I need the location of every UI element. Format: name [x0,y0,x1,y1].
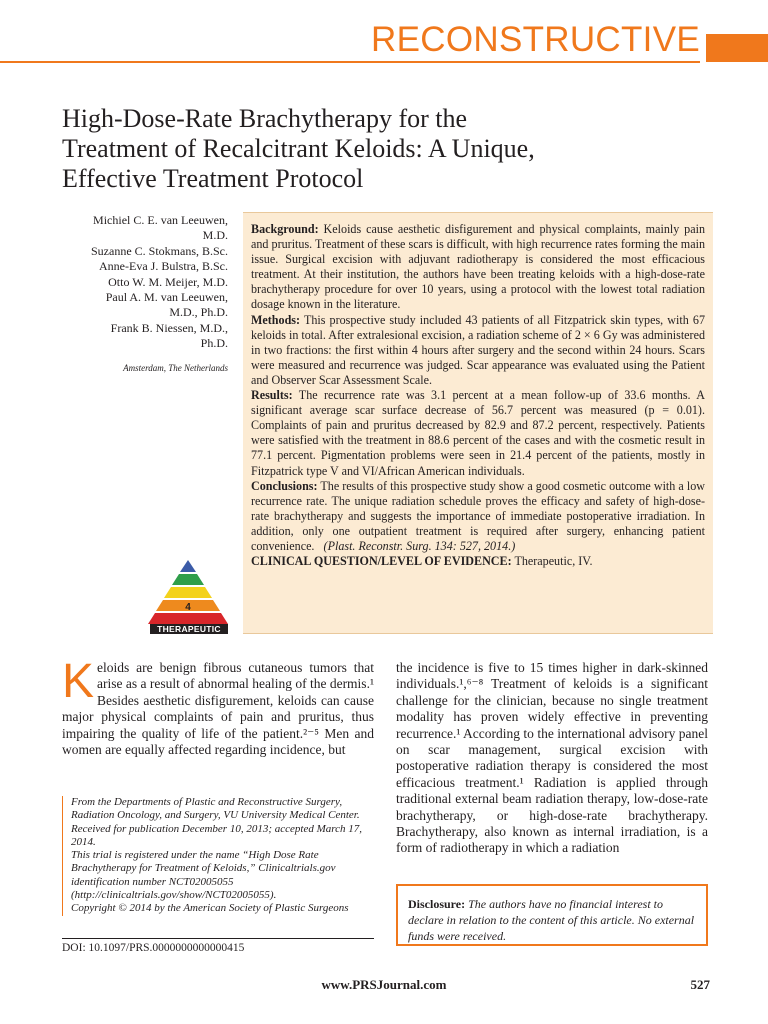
author-line: M.D. [202,228,228,243]
section-bar [706,34,768,62]
journal-url[interactable]: www.PRSJournal.com [321,977,447,992]
conclusions-text: The results of this prospective study show a good cosmetic outcome with a low recurrence rate. The unique radiation schedule proves the efficacy and safety of high-dose-rate brachytherapy and suggests the importance of immediate postoperative irradiation. In addition, only one outpatient treatment is required after surgery, enhancing patient convenience. [251,478,705,553]
author-line: M.D., Ph.D. [169,305,228,320]
footnote-copyright: Copyright © 2014 by the American Society of Plastic Surgeons [71,902,349,915]
body-column-right: the incidence is five to 15 times higher in dark-skinned individuals.¹,⁶⁻⁸ Treatment of keloids is a significant challenge for the clinician, because no single treatment modality has proven widely effective in preventing recurrence.¹ According to the international advisory panel on scar management, surgical excision with postoperative radiation therapy is considered the most efficacious treatment.¹ Radiation is applied through traditional external beam radiation therapy, low-dose-rate brachytherapy, or high-dose-rate brachytherapy. Brachytherapy, also known as internal irradiation, is a form of radiotherapy in which a radiation [396,660,708,856]
evidence-type-label: THERAPEUTIC [150,624,228,634]
citation: (Plast. Reconstr. Surg. 134: 527, 2014.) [323,538,516,553]
footnote-trial: This trial is registered under the name “High Dose Rate Brachytherapy for Treatment of Keloids,” Clinicaltrials.gov identification number NCT02005055 (http://clinicaltrials.gov/show/NCT02005055). [71,849,336,902]
conclusions-label: Conclusions: [251,478,318,493]
background-text: Keloids cause aesthetic disfigurement and physical complaints, mainly pain and pruritus. Treatment of these scars is difficult, with high recurrence rates forming the main issue. Surgical excision with adjuvant radiotherapy is considered the most efficacious treatment. At their institution, the authors have been treating keloids with a high-dose-rate brachytherapy procedure for over 10 years, using a protocol with the lowest total radiation dosage known in the literature. [251,222,705,312]
footnote-received: Received for publication December 10, 2013; accepted March 17, 2014. [71,822,362,848]
results-text: The recurrence rate was 3.1 percent at a mean follow-up of 33.6 months. A significant average scar surface decrease of 56.7 percent was measured (p = 0.01). Complaints of pain and pruritus decreased by 82.9 and 87.2 percent, respectively. Patients were satisfied with the treatment in 88.6 percent of the cases and with the cosmetic result in 77.1 percent. Pigmentation problems were seen in 21.4 percent of the patients, mostly in Fitzpatrick type V and VI/African American individuals. [251,388,705,478]
author-line: Otto W. M. Meijer, M.D. [108,274,228,289]
methods-label: Methods: [251,312,301,327]
affiliation: Amsterdam, The Netherlands [123,362,228,373]
section-label: RECONSTRUCTIVE [371,20,700,59]
page-number: 527 [690,977,710,992]
evidence-level: 4 [185,602,191,613]
clinical-question-text: Therapeutic, IV. [511,554,593,569]
doi-rule [62,938,374,939]
doi: DOI: 10.1097/PRS.0000000000000415 [62,942,245,954]
title-line: Treatment of Recalcitrant Keloids: A Unique, [62,134,535,163]
body-text-left: eloids are benign fibrous cutaneous tumors that arise as a result of abnormal healing of the dermis.¹ Besides aesthetic disfigurement, keloids can cause major physical complaints of pain and pruritus, thus impairing the quality of life of the patient.²⁻⁵ Men and women are equally affected regarding incidence, but [62,660,374,758]
author-line: Ph.D. [200,336,228,351]
background-label: Background: [251,222,319,236]
author-line: Paul A. M. van Leeuwen, [105,290,228,305]
disclosure-text: The authors have no financial interest to declare in relation to the content of this article. No external funds were received. [408,897,695,944]
methods-text: This prospective study included 43 patients of all Fitzpatrick skin types, with 67 keloids in total. After extralesional excision, a radiation scheme of 2 × 6 Gy was administered in two fractions: the first within 4 hours after surgery and the second within 24 hours. Scars were measured and recurrence was judged. Scar appearance was evaluated using the Patient and Observer Scar Assessment Scale. [251,312,705,387]
author-line: Anne-Eva J. Bulstra, B.Sc. [99,259,228,274]
author-line: Suzanne C. Stokmans, B.Sc. [91,243,228,258]
author-line: Michiel C. E. van Leeuwen, [93,213,228,227]
title-line: Effective Treatment Protocol [62,164,364,193]
article-title [62,104,722,194]
abstract-box [243,212,713,634]
disclosure-box [396,884,708,946]
section-header [0,14,768,66]
article-footnote [62,796,374,916]
title-line: High-Dose-Rate Brachytherapy for the [62,104,468,133]
footnote-departments: From the Departments of Plastic and Reconstructive Surgery, Radiation Oncology, and Surgery, VU University Medical Center. [71,796,360,822]
author-line: Frank B. Niessen, M.D., [110,320,228,335]
author-list [40,213,228,376]
clinical-question-label: CLINICAL QUESTION/LEVEL OF EVIDENCE: [251,554,512,569]
results-label: Results: [251,388,293,403]
drop-cap: K [62,655,95,708]
body-column-left [62,655,374,758]
header-rule [0,61,700,63]
disclosure-label: Disclosure: [408,897,466,911]
